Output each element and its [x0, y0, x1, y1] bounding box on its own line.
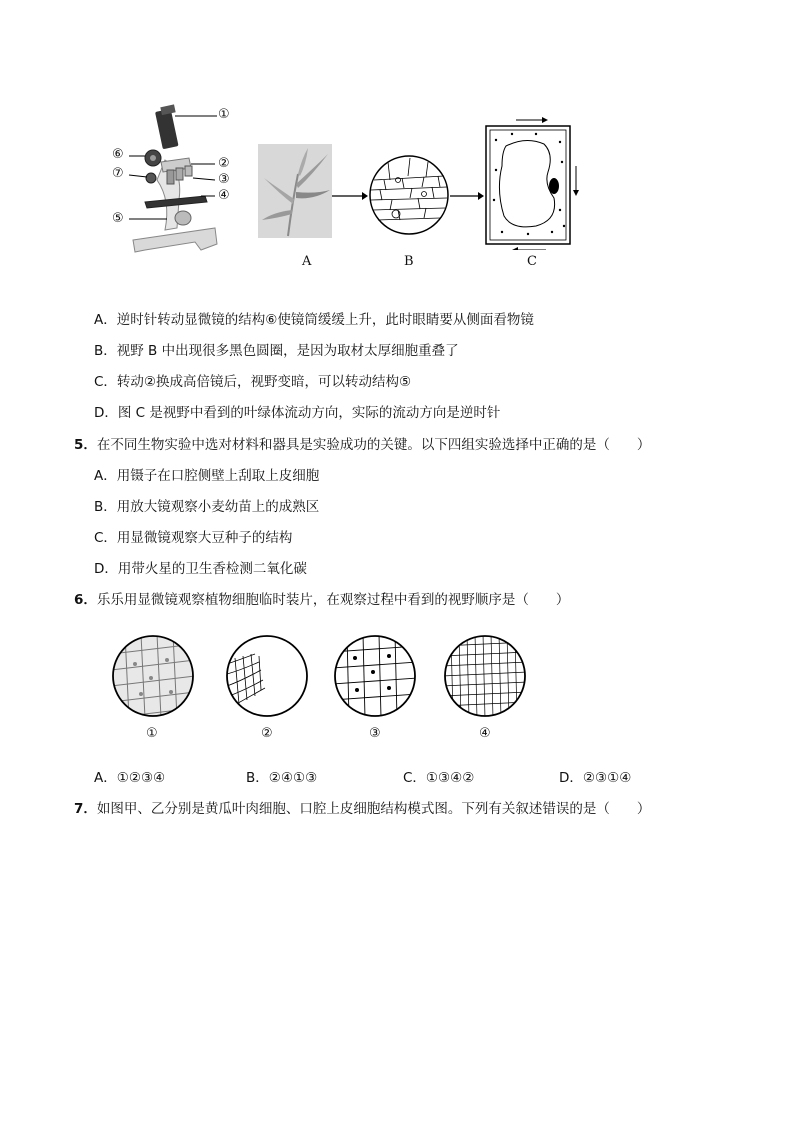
- q6-view-1: [111, 634, 195, 718]
- question-7-stem: 如图甲、乙分别是黄瓜叶肉细胞、口腔上皮细胞结构模式图。下列有关叙述错误的是（ ）: [96, 801, 651, 817]
- q5-option-a: A．用镊子在口腔侧壁上刮取上皮细胞: [94, 468, 320, 484]
- microscope-label-6: ⑥: [112, 147, 124, 162]
- q6-option-c: C．①③④②: [403, 770, 475, 786]
- arrow-right-icon: [450, 190, 484, 202]
- question-5-stem: 在不同生物实验中选对材料和器具是实验成功的关键。以下四组实验选择中正确的是（ ）: [96, 437, 651, 453]
- q6-view-3: [333, 634, 417, 718]
- q6-option-d: D．②③①④: [559, 770, 632, 786]
- figure-panel-a-plant: [258, 144, 332, 238]
- q6-view-4: [443, 634, 527, 718]
- question-5-number: 5．: [74, 437, 97, 453]
- figure-panel-c-plant-cell: [482, 110, 586, 250]
- q6-view-label-1: ①: [146, 726, 158, 741]
- q6-option-a: A．①②③④: [94, 770, 166, 786]
- question-5: [74, 436, 650, 454]
- figure-panel-b-field-of-view: [368, 154, 450, 236]
- panel-label-a: A: [302, 254, 312, 269]
- q6-view-label-2: ②: [261, 726, 273, 741]
- panel-label-b: B: [404, 254, 414, 269]
- question-6-number: 6．: [74, 592, 97, 608]
- q4-option-b: B．视野 B 中出现很多黑色圆圈，是因为取材太厚细胞重叠了: [94, 343, 459, 359]
- q4-option-c: C．转动②换成高倍镜后，视野变暗，可以转动结构⑤: [94, 374, 412, 390]
- figure-microscope-panel: [105, 100, 235, 265]
- microscope-label-5: ⑤: [112, 211, 124, 226]
- q5-option-d: D．用带火星的卫生香检测二氧化碳: [94, 561, 307, 577]
- question-6-stem: 乐乐用显微镜观察植物细胞临时装片，在观察过程中看到的视野顺序是（ ）: [96, 592, 570, 608]
- microscope-label-7: ⑦: [112, 166, 124, 181]
- q5-option-b: B．用放大镜观察小麦幼苗上的成熟区: [94, 499, 320, 515]
- q5-option-c: C．用显微镜观察大豆种子的结构: [94, 530, 293, 546]
- q4-option-a: A．逆时针转动显微镜的结构⑥使镜筒缓缓上升，此时眼睛要从侧面看物镜: [94, 312, 534, 328]
- q6-option-b: B．②④①③: [246, 770, 318, 786]
- q4-option-d: D．图 C 是视野中看到的叶绿体流动方向，实际的流动方向是逆时针: [94, 405, 501, 421]
- microscope-label-2: ②: [218, 156, 230, 171]
- microscope-label-3: ③: [218, 172, 230, 187]
- q6-view-2: [225, 634, 309, 718]
- microscope-label-1: ①: [218, 107, 230, 122]
- question-7: [74, 800, 650, 818]
- panel-label-c: C: [527, 254, 537, 269]
- q6-view-label-3: ③: [369, 726, 381, 741]
- question-7-number: 7．: [74, 801, 97, 817]
- question-6: [74, 591, 569, 609]
- microscope-label-4: ④: [218, 188, 230, 203]
- arrow-right-icon: [332, 190, 368, 202]
- plant-leaf-image: [258, 144, 332, 238]
- q6-view-label-4: ④: [479, 726, 491, 741]
- microscope-leader-lines: [105, 100, 235, 265]
